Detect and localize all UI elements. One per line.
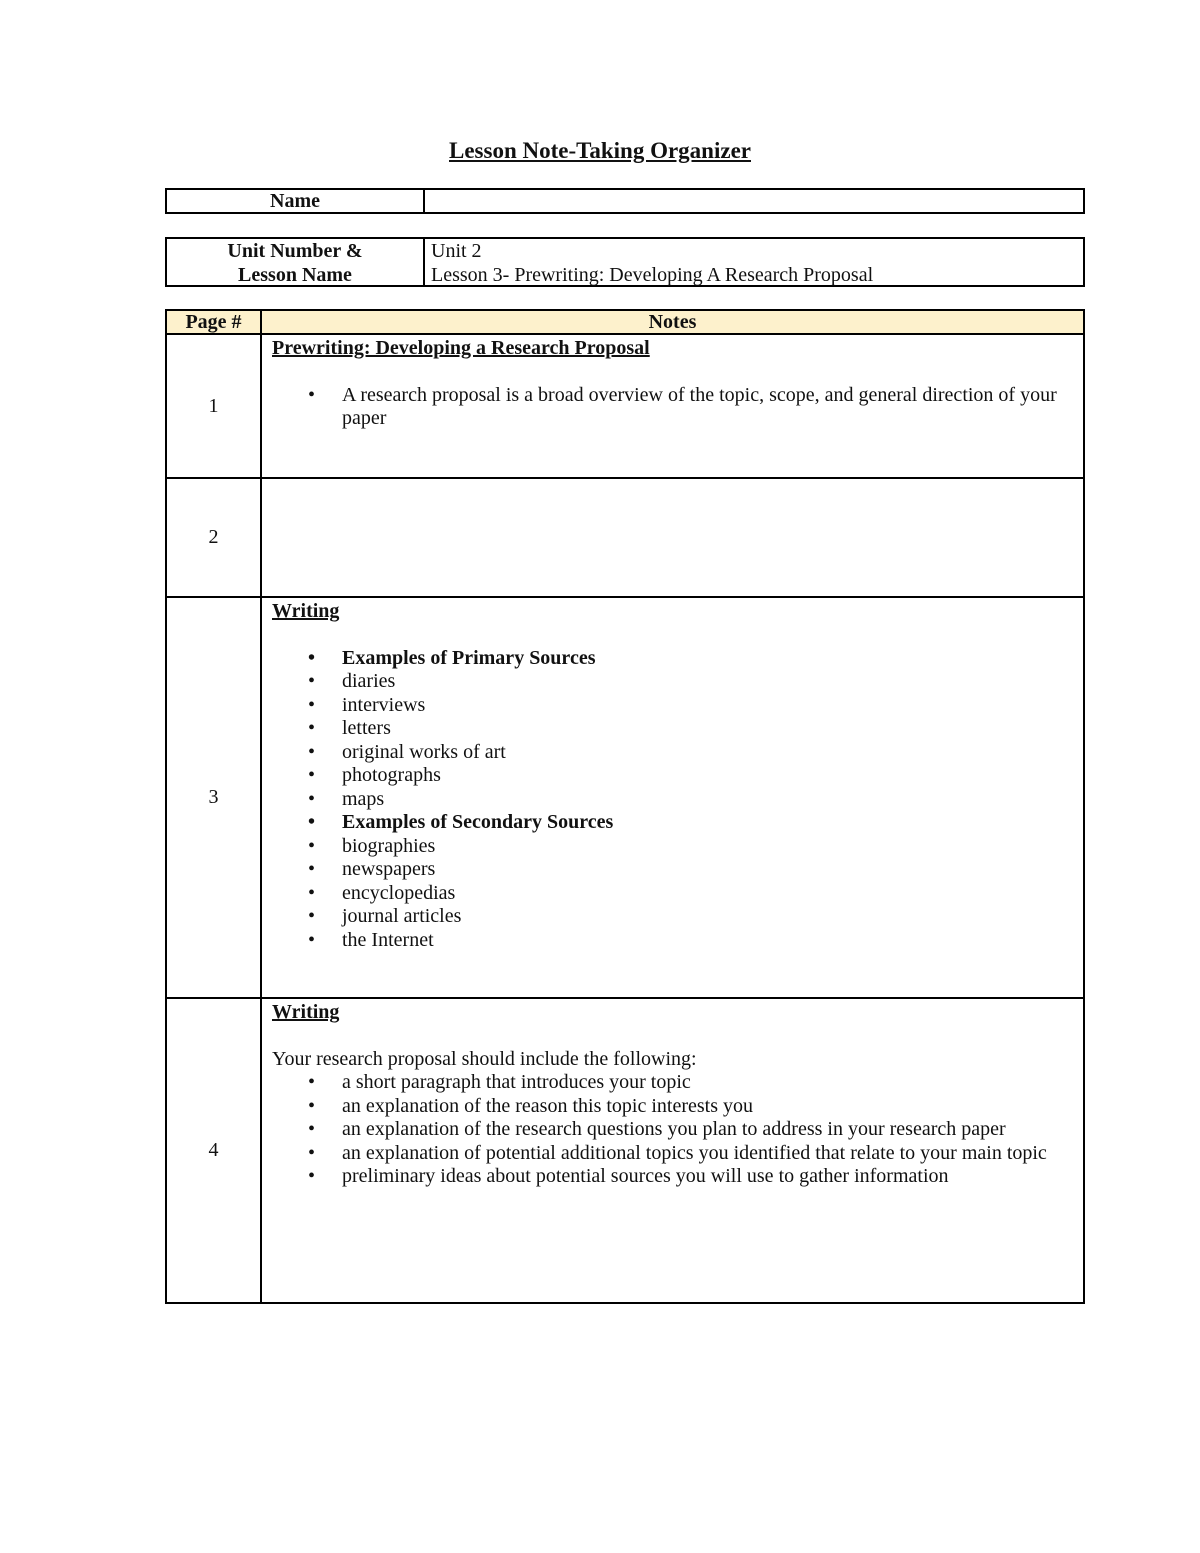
- list-item: • encyclopedias: [342, 882, 1073, 906]
- list-item: • a short paragraph that introduces your topic: [342, 1071, 1073, 1095]
- notes-intro: Your research proposal should include the following:: [272, 1047, 697, 1070]
- list-item: • maps: [342, 788, 1073, 812]
- list-item: • journal articles: [342, 905, 1073, 929]
- col-header-notes: Notes: [648, 311, 697, 333]
- list-item: • Examples of Primary Sources: [342, 647, 1073, 671]
- list-item: • original works of art: [342, 741, 1073, 765]
- notes-heading: Writing: [272, 600, 340, 622]
- page-number: 4: [167, 999, 262, 1302]
- unit-label-line1: Unit Number &: [227, 240, 363, 262]
- page-number: 2: [167, 479, 262, 596]
- table-row: [167, 335, 1083, 479]
- bullet-list: [272, 1071, 1073, 1189]
- list-item: • diaries: [342, 670, 1073, 694]
- list-item: • an explanation of the reason this topic interests you: [342, 1095, 1073, 1119]
- notes-heading: Prewriting: Developing a Research Proposal: [272, 337, 650, 359]
- list-item: • biographies: [342, 835, 1073, 859]
- list-item: • Examples of Secondary Sources: [342, 811, 1073, 835]
- name-field[interactable]: [425, 190, 1083, 212]
- list-item: • the Internet: [342, 929, 1073, 953]
- list-item: • letters: [342, 717, 1073, 741]
- unit-value-line1: Unit 2: [431, 240, 482, 262]
- notes-table: [165, 309, 1085, 1304]
- notes-cell: [272, 600, 1073, 952]
- page-number: 1: [167, 335, 262, 477]
- name-row: [165, 188, 1085, 214]
- table-row: [167, 598, 1083, 999]
- notes-cell: [272, 337, 1073, 431]
- table-header: [167, 311, 1083, 335]
- bullet-list: [272, 647, 1073, 953]
- list-item: • an explanation of the research questions you plan to address in your research paper: [342, 1118, 1073, 1142]
- name-label: Name: [167, 190, 425, 212]
- unit-label-line2: Lesson Name: [238, 264, 352, 286]
- unit-row: [165, 237, 1085, 287]
- list-item: • interviews: [342, 694, 1073, 718]
- table-row: [167, 999, 1083, 1302]
- notes-cell: [272, 1001, 1073, 1189]
- unit-label: [167, 239, 425, 285]
- list-item: • preliminary ideas about potential sources you will use to gather information: [342, 1165, 1073, 1189]
- page-number: 3: [167, 598, 262, 997]
- list-item: • newspapers: [342, 858, 1073, 882]
- notes-heading: Writing: [272, 1001, 340, 1023]
- col-header-page: Page #: [167, 311, 262, 333]
- list-item: • A research proposal is a broad overview of the topic, scope, and general direction of your paper: [342, 384, 1073, 431]
- list-item: • an explanation of potential additional topics you identified that relate to your main topic: [342, 1142, 1073, 1166]
- unit-value: [431, 239, 873, 287]
- document-title: Lesson Note-Taking Organizer: [449, 138, 751, 163]
- unit-value-line2: Lesson 3- Prewriting: Developing A Research Proposal: [431, 264, 874, 286]
- table-row: [167, 479, 1083, 598]
- list-item: • photographs: [342, 764, 1073, 788]
- bullet-list: [272, 384, 1073, 431]
